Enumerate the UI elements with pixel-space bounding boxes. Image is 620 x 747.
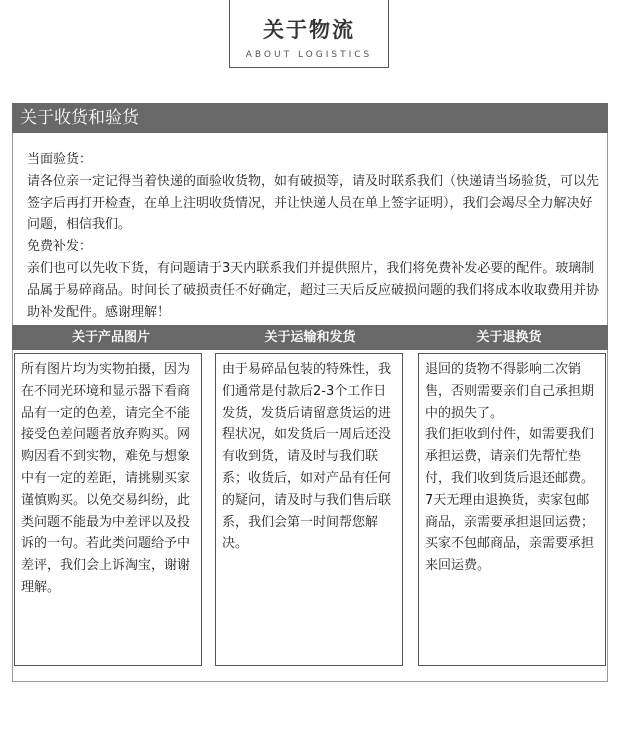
- shipping-text: 由于易碎品包装的特殊性，我们通常是付款后2-3个工作日发货，发货后请留意货运的进程状况，如发货后一周后还没有收到货，请及时与我们联系；收货后，如对产品有任何的疑问，请及时与我们售后联系，我们会第一时间帮您解决。: [222, 362, 392, 552]
- inspection-text: 请各位亲一定记得当着快递的面验收货物，如有破损等，请及时联系我们（快递请当场验货，可以先签字后再打开检查，在单上注明收货情况，并让快递人员在单上签字证明），我们会竭尽全力解决好问题，相信我们。: [27, 173, 600, 233]
- title-box: [229, 0, 389, 68]
- reship-label: 免费补发：: [27, 239, 93, 255]
- column-shipping: [215, 353, 403, 666]
- returns-text-1: 退回的货物不得影响二次销售，否则需要亲们自己承担期中的损失了。: [425, 362, 595, 421]
- section-body: [27, 149, 599, 323]
- reship-text: 亲们也可以先收下货，有问题请于3天内联系我们并提供照片，我们将免费补发必要的配件。玻璃制品属于易碎商品。时间长了破损责任不好确定，超过三天后反应破损问题的我们将成本收取费用并协助补发配件。感谢理解！: [27, 260, 600, 320]
- photos-text: 所有图片均为实物拍摄，因为在不同光环境和显示器下看商品有一定的色差，请完全不能接受色差问题者放弃购买。网购因看不到实物，难免与想象中有一定的差距，请挑剔买家谨慎购买。以免交易纠纷，此类问题不能最为中差评以及投诉的一句。若此类问题给予中差评，我们会上诉淘宝，谢谢理解。: [21, 362, 191, 595]
- page-title: 关于物流: [263, 18, 355, 42]
- returns-text-3: 7天无理由退换货，卖家包邮商品，亲需要承担退回运费；买家不包邮商品，亲需要承担来回运费。: [425, 492, 595, 574]
- page-subtitle: ABOUT LOGISTICS: [245, 50, 373, 60]
- inspection-label: 当面验货：: [27, 152, 93, 167]
- returns-text-2: 我们拒收到付件，如需要我们承担运费，请亲们先帮忙垫付，我们收到货后退还邮费。: [425, 427, 595, 486]
- column-heading-returns: 关于退换货: [476, 330, 542, 345]
- column-heading-shipping: 关于运输和发货: [264, 330, 356, 345]
- section-heading: 关于收货和验货: [12, 103, 608, 133]
- column-returns: [418, 353, 606, 666]
- column-photos: [14, 353, 202, 666]
- column-heading-photos: 关于产品图片: [71, 330, 150, 345]
